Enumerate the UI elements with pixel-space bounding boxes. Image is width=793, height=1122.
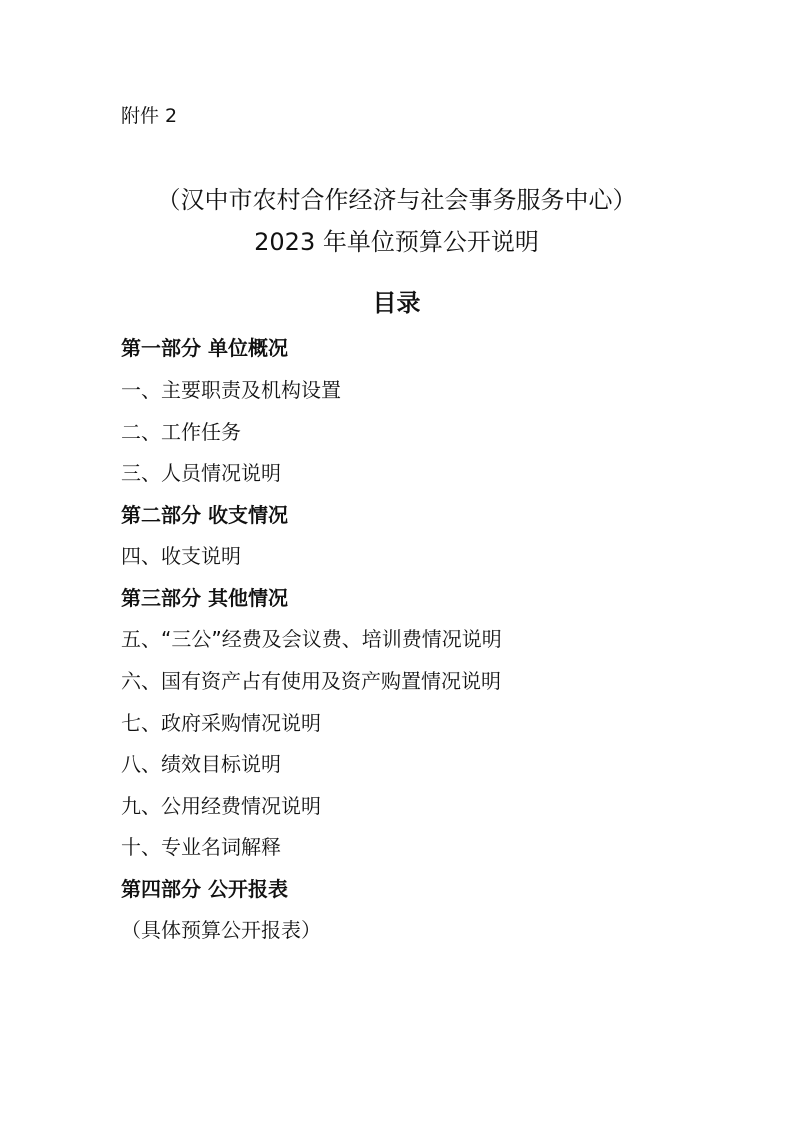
toc-item-4: 四、收支说明	[121, 544, 241, 568]
toc-heading: 目录	[372, 289, 421, 317]
toc-part-3: 第三部分 其他情况	[121, 586, 288, 610]
document-title-subject: 2023 年单位预算公开说明	[254, 228, 539, 256]
toc-part-4: 第四部分 公开报表	[121, 877, 288, 901]
toc-item-3: 三、人员情况说明	[121, 461, 281, 485]
toc-item-2: 二、工作任务	[121, 420, 241, 444]
toc-part-2: 第二部分 收支情况	[121, 503, 288, 527]
toc-item-1: 一、主要职责及机构设置	[121, 378, 341, 402]
toc-part-1: 第一部分 单位概况	[121, 336, 288, 360]
attachment-label: 附件 2	[121, 105, 178, 127]
toc-item-6: 六、国有资产占有使用及资产购置情况说明	[121, 669, 501, 693]
toc-item-10: 十、专业名词解释	[121, 835, 281, 859]
toc-item-5: 五、“三公”经费及会议费、培训费情况说明	[121, 627, 502, 651]
toc-item-7: 七、政府采购情况说明	[121, 711, 321, 735]
toc-item-8: 八、绩效目标说明	[121, 752, 281, 776]
document-title-organization: （汉中市农村合作经济与社会事务服务中心）	[156, 186, 637, 214]
toc-item-9: 九、公用经费情况说明	[121, 794, 321, 818]
toc-note: （具体预算公开报表）	[121, 918, 321, 942]
